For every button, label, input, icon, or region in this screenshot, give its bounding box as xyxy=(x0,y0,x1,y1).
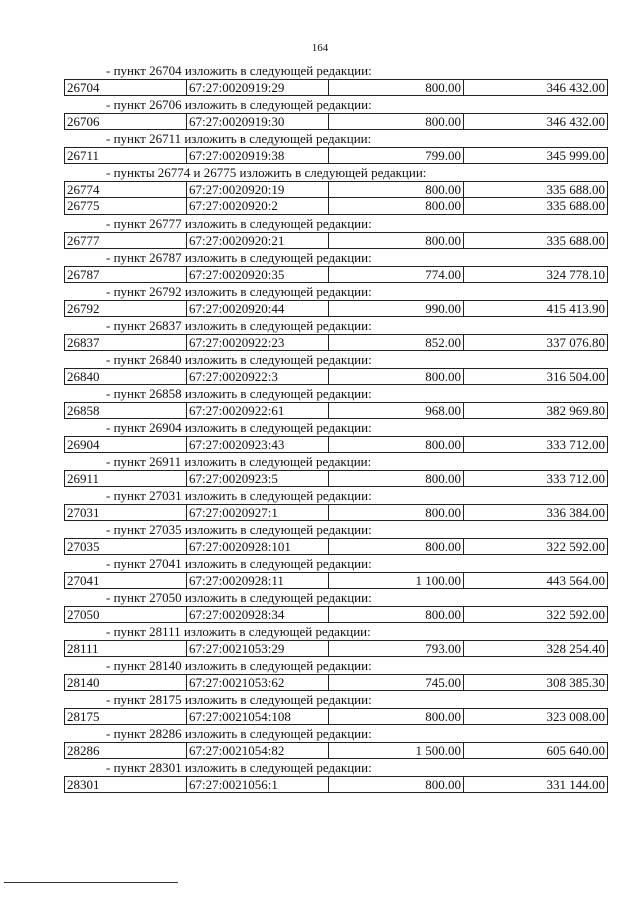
table-row xyxy=(64,538,608,555)
page-number: 164 xyxy=(311,42,329,54)
item-number-cell: 26706 xyxy=(65,114,187,129)
area-cell: 745.00 xyxy=(329,675,464,690)
table-row xyxy=(64,266,608,283)
area-cell: 793.00 xyxy=(329,641,464,656)
value-cell: 335 688.00 xyxy=(546,182,605,197)
amendment-table xyxy=(64,640,608,657)
amendment-heading: - пункт 26711 изложить в следующей редакции: xyxy=(106,131,372,146)
item-number-cell: 26775 xyxy=(65,198,187,214)
value-cell: 382 969.80 xyxy=(546,403,605,418)
value-cell: 336 384.00 xyxy=(546,505,605,520)
item-number-cell: 26840 xyxy=(65,369,187,384)
amendment-table xyxy=(64,266,608,283)
cadastral-number-cell: 67:27:0020920:2 xyxy=(187,198,329,214)
cadastral-number-cell: 67:27:0020919:29 xyxy=(187,80,329,95)
item-number-cell: 27031 xyxy=(65,505,187,520)
amendments-list xyxy=(64,62,608,793)
area-cell: 1 500.00 xyxy=(329,743,464,758)
cadastral-number-cell: 67:27:0021056:1 xyxy=(187,777,329,792)
cadastral-number-cell: 67:27:0021053:29 xyxy=(187,641,329,656)
table-row xyxy=(64,113,608,130)
cadastral-number-cell: 67:27:0020920:19 xyxy=(187,182,329,197)
amendment-heading: - пункт 27031 изложить в следующей редакции: xyxy=(106,488,372,503)
amendment-heading: - пункты 26774 и 26775 изложить в следующей редакции: xyxy=(106,165,427,180)
area-cell: 800.00 xyxy=(329,198,464,214)
amendment-heading: - пункт 26706 изложить в следующей редакции: xyxy=(106,97,372,112)
amendment-heading: - пункт 26858 изложить в следующей редакции: xyxy=(106,386,372,401)
amendment-heading: - пункт 26840 изложить в следующей редакции: xyxy=(106,352,372,367)
item-number-cell: 27035 xyxy=(65,539,187,554)
amendment-table xyxy=(64,368,608,385)
footnote-divider xyxy=(4,882,178,883)
amendment-heading: - пункт 26777 изложить в следующей редакции: xyxy=(106,216,372,231)
amendment-heading: - пункт 26704 изложить в следующей редакции: xyxy=(106,63,372,78)
area-cell: 968.00 xyxy=(329,403,464,418)
cadastral-number-cell: 67:27:0020928:34 xyxy=(187,607,329,622)
amendment-table xyxy=(64,113,608,130)
table-row xyxy=(64,147,608,164)
value-cell: 316 504.00 xyxy=(546,369,605,384)
value-cell: 346 432.00 xyxy=(546,114,605,129)
area-cell: 774.00 xyxy=(329,267,464,282)
amendment-table xyxy=(64,232,608,249)
amendment-heading: - пункт 27050 изложить в следующей редакции: xyxy=(106,590,372,605)
table-row xyxy=(64,300,608,317)
value-cell: 346 432.00 xyxy=(546,80,605,95)
item-number-cell: 28111 xyxy=(65,641,187,656)
table-row xyxy=(64,198,608,215)
amendment-heading: - пункт 28175 изложить в следующей редакции: xyxy=(106,692,372,707)
table-row xyxy=(64,742,608,759)
item-number-cell: 26837 xyxy=(65,335,187,350)
amendment-table xyxy=(64,742,608,759)
item-number-cell: 28301 xyxy=(65,777,187,792)
item-number-cell: 26704 xyxy=(65,80,187,95)
area-cell: 800.00 xyxy=(329,777,464,792)
cadastral-number-cell: 67:27:0020920:35 xyxy=(187,267,329,282)
table-row xyxy=(64,436,608,453)
amendment-heading: - пункт 26904 изложить в следующей редакции: xyxy=(106,420,372,435)
value-cell: 335 688.00 xyxy=(546,198,605,213)
table-row xyxy=(64,674,608,691)
item-number-cell: 28140 xyxy=(65,675,187,690)
area-cell: 800.00 xyxy=(329,539,464,554)
cadastral-number-cell: 67:27:0020920:44 xyxy=(187,301,329,316)
amendment-table xyxy=(64,436,608,453)
item-number-cell: 26777 xyxy=(65,233,187,248)
amendment-table xyxy=(64,708,608,725)
item-number-cell: 27050 xyxy=(65,607,187,622)
amendment-table xyxy=(64,674,608,691)
value-cell: 308 385.30 xyxy=(546,675,605,690)
amendment-heading: - пункт 26792 изложить в следующей редакции: xyxy=(106,284,372,299)
value-cell: 333 712.00 xyxy=(546,437,605,452)
cadastral-number-cell: 67:27:0020927:1 xyxy=(187,505,329,520)
value-cell: 322 592.00 xyxy=(546,607,605,622)
item-number-cell: 26904 xyxy=(65,437,187,452)
table-row xyxy=(64,79,608,96)
area-cell: 1 100.00 xyxy=(329,573,464,588)
cadastral-number-cell: 67:27:0021053:62 xyxy=(187,675,329,690)
value-cell: 333 712.00 xyxy=(546,471,605,486)
table-row xyxy=(64,334,608,351)
cadastral-number-cell: 67:27:0021054:82 xyxy=(187,743,329,758)
cadastral-number-cell: 67:27:0020922:61 xyxy=(187,403,329,418)
amendment-table xyxy=(64,606,608,623)
item-number-cell: 26711 xyxy=(65,148,187,163)
cadastral-number-cell: 67:27:0020923:5 xyxy=(187,471,329,486)
amendment-heading: - пункт 26787 изложить в следующей редакции: xyxy=(106,250,372,265)
amendment-table xyxy=(64,300,608,317)
table-row xyxy=(64,776,608,793)
value-cell: 324 778.10 xyxy=(546,267,605,282)
table-row xyxy=(64,181,608,198)
amendment-heading: - пункт 27041 изложить в следующей редакции: xyxy=(106,556,372,571)
amendment-heading: - пункт 28111 изложить в следующей редакции: xyxy=(106,624,371,639)
area-cell: 990.00 xyxy=(329,301,464,316)
amendment-table xyxy=(64,572,608,589)
table-row xyxy=(64,232,608,249)
item-number-cell: 26792 xyxy=(65,301,187,316)
amendment-table xyxy=(64,470,608,487)
table-row xyxy=(64,368,608,385)
cadastral-number-cell: 67:27:0020920:21 xyxy=(187,233,329,248)
table-row xyxy=(64,504,608,521)
area-cell: 800.00 xyxy=(329,233,464,248)
item-number-cell: 26787 xyxy=(65,267,187,282)
amendment-table xyxy=(64,402,608,419)
cadastral-number-cell: 67:27:0020928:101 xyxy=(187,539,329,554)
amendment-table xyxy=(64,79,608,96)
amendment-heading: - пункт 26911 изложить в следующей редакции: xyxy=(106,454,372,469)
item-number-cell: 26911 xyxy=(65,471,187,486)
table-row xyxy=(64,572,608,589)
area-cell: 852.00 xyxy=(329,335,464,350)
amendment-table xyxy=(64,334,608,351)
amendment-heading: - пункт 28301 изложить в следующей редакции: xyxy=(106,760,372,775)
amendment-table xyxy=(64,538,608,555)
table-row xyxy=(64,606,608,623)
cadastral-number-cell: 67:27:0020928:11 xyxy=(187,573,329,588)
table-row xyxy=(64,470,608,487)
amendment-table xyxy=(64,147,608,164)
value-cell: 322 592.00 xyxy=(546,539,605,554)
amendment-heading: - пункт 26837 изложить в следующей редакции: xyxy=(106,318,372,333)
area-cell: 800.00 xyxy=(329,709,464,724)
value-cell: 337 076.80 xyxy=(546,335,605,350)
value-cell: 605 640.00 xyxy=(546,743,605,758)
value-cell: 323 008.00 xyxy=(546,709,605,724)
area-cell: 800.00 xyxy=(329,369,464,384)
area-cell: 799.00 xyxy=(329,148,464,163)
value-cell: 443 564.00 xyxy=(546,573,605,588)
area-cell: 800.00 xyxy=(329,437,464,452)
value-cell: 415 413.90 xyxy=(546,301,605,316)
table-row xyxy=(64,640,608,657)
cadastral-number-cell: 67:27:0021054:108 xyxy=(187,709,329,724)
amendment-table xyxy=(64,181,608,215)
item-number-cell: 28286 xyxy=(65,743,187,758)
value-cell: 328 254.40 xyxy=(546,641,605,656)
value-cell: 331 144.00 xyxy=(546,777,605,792)
amendment-heading: - пункт 27035 изложить в следующей редакции: xyxy=(106,522,372,537)
item-number-cell: 27041 xyxy=(65,573,187,588)
area-cell: 800.00 xyxy=(329,80,464,95)
amendment-table xyxy=(64,504,608,521)
area-cell: 800.00 xyxy=(329,505,464,520)
value-cell: 335 688.00 xyxy=(546,233,605,248)
area-cell: 800.00 xyxy=(329,471,464,486)
cadastral-number-cell: 67:27:0020919:38 xyxy=(187,148,329,163)
table-row xyxy=(64,708,608,725)
item-number-cell: 26774 xyxy=(65,182,187,197)
amendment-heading: - пункт 28140 изложить в следующей редакции: xyxy=(106,658,372,673)
value-cell: 345 999.00 xyxy=(546,148,605,163)
table-row xyxy=(64,402,608,419)
cadastral-number-cell: 67:27:0020919:30 xyxy=(187,114,329,129)
cadastral-number-cell: 67:27:0020923:43 xyxy=(187,437,329,452)
item-number-cell: 26858 xyxy=(65,403,187,418)
cadastral-number-cell: 67:27:0020922:3 xyxy=(187,369,329,384)
item-number-cell: 28175 xyxy=(65,709,187,724)
amendment-table xyxy=(64,776,608,793)
amendment-heading: - пункт 28286 изложить в следующей редакции: xyxy=(106,726,372,741)
area-cell: 800.00 xyxy=(329,182,464,197)
cadastral-number-cell: 67:27:0020922:23 xyxy=(187,335,329,350)
area-cell: 800.00 xyxy=(329,607,464,622)
area-cell: 800.00 xyxy=(329,114,464,129)
